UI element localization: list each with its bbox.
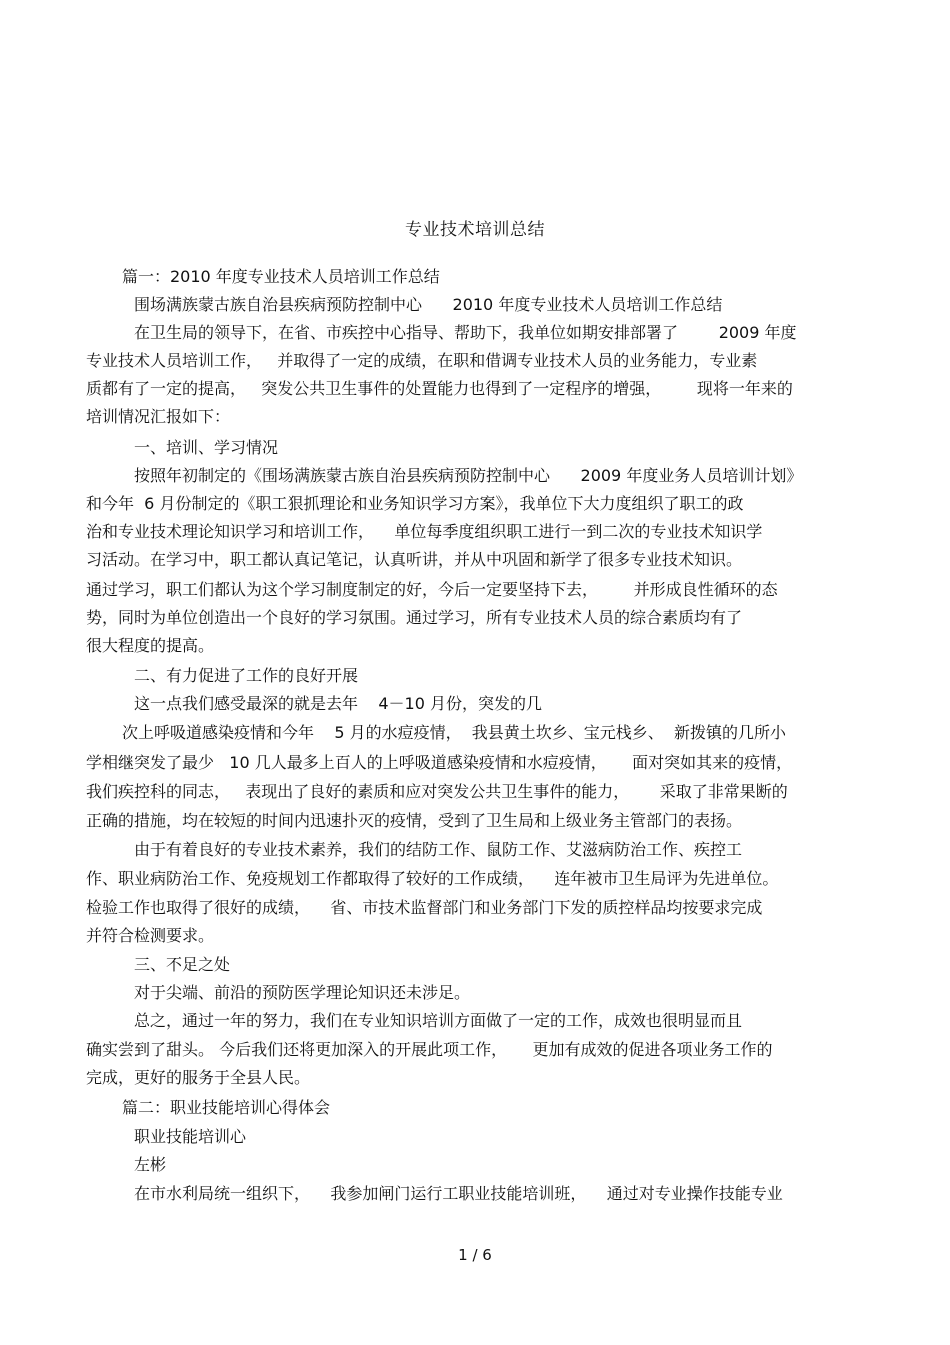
paragraph-line: 并符合检测要求。	[86, 926, 215, 945]
paragraph-line: 由于有着良好的专业技术素养，我们的结防工作、鼠防工作、艾滋病防治工作、疾控工	[134, 840, 743, 859]
paragraph-line: 总之，通过一年的努力，我们在专业知识培训方面做了一定的工作，成效也很明显而且	[134, 1011, 743, 1030]
paragraph-line: 职业技能培训心	[134, 1127, 247, 1146]
paragraph-line: 按照年初制定的《围场满族蒙古族自治县疾病预防控制中心 2009 年度业务人员培训计划》	[134, 466, 803, 485]
paragraph-line: 培训情况汇报如下：	[86, 407, 231, 426]
paragraph-line: 很大程度的提高。	[86, 636, 215, 655]
subheading-3: 三、不足之处	[134, 955, 231, 974]
paragraph-line: 这一点我们感受最深的就是去年 4－10 月份，突发的几	[134, 694, 542, 713]
subheading-1: 一、培训、学习情况	[134, 438, 279, 457]
paragraph-line: 通过学习，职工们都认为这个学习制度制定的好，今后一定要坚持下去， 并形成良性循环的态	[86, 580, 778, 599]
paragraph-line: 作、职业病防治工作、免疫规划工作都取得了较好的工作成绩， 连年被市卫生局评为先进单位。	[86, 869, 779, 888]
paragraph-line: 围场满族蒙古族自治县疾病预防控制中心 2010 年度专业技术人员培训工作总结	[134, 295, 723, 314]
paragraph-line: 确实尝到了甜头。 今后我们还将更加深入的开展此项工作， 更加有成效的促进各项业务工作的	[86, 1040, 773, 1059]
document-title: 专业技术培训总结	[405, 220, 545, 240]
subheading-2: 二、有力促进了工作的良好开展	[134, 666, 359, 685]
paragraph-line: 正确的措施，均在较短的时间内迅速扑灭的疫情，受到了卫生局和上级业务主管部门的表扬。	[86, 811, 743, 830]
section-heading-1: 篇一：2010 年度专业技术人员培训工作总结	[122, 267, 440, 286]
paragraph-line: 检验工作也取得了很好的成绩， 省、市技术监督部门和业务部门下发的质控样品均按要求完成	[86, 898, 763, 917]
paragraph-line: 完成，更好的服务于全县人民。	[86, 1068, 311, 1087]
paragraph-line: 我们疾控科的同志， 表现出了良好的素质和应对突发公共卫生事件的能力， 采取了非常果断的	[86, 782, 788, 801]
paragraph-line: 在卫生局的领导下，在省、市疾控中心指导、帮助下，我单位如期安排部署了 2009 年度	[134, 323, 797, 342]
paragraph-line: 和今年 6 月份制定的《职工狠抓理论和业务知识学习方案》，我单位下大力度组织了职工的政	[86, 494, 744, 513]
paragraph-line: 在市水利局统一组织下， 我参加闸门运行工职业技能培训班， 通过对专业操作技能专业	[134, 1184, 783, 1203]
paragraph-line: 次上呼吸道感染疫情和今年 5 月的水痘疫情， 我县黄土坎乡、宝元栈乡、 新拨镇的几所小	[122, 723, 786, 742]
paragraph-line: 治和专业技术理论知识学习和培训工作， 单位每季度组织职工进行一到二次的专业技术知识学	[86, 522, 763, 541]
author-name: 左彬	[134, 1155, 167, 1174]
page-number: 1 / 6	[458, 1246, 492, 1264]
paragraph-line: 势，同时为单位创造出一个良好的学习氛围。通过学习，所有专业技术人员的综合素质均有了	[86, 608, 743, 627]
section-heading-2: 篇二：职业技能培训心得体会	[122, 1098, 331, 1117]
paragraph-line: 专业技术人员培训工作， 并取得了一定的成绩，在职和借调专业技术人员的业务能力，专业素	[86, 351, 758, 370]
paragraph-line: 质都有了一定的提高， 突发公共卫生事件的处置能力也得到了一定程序的增强， 现将一年来的	[86, 379, 793, 398]
paragraph-line: 对于尖端、前沿的预防医学理论知识还未涉足。	[134, 983, 471, 1002]
paragraph-line: 学相继突发了最少 10 几人最多上百人的上呼吸道感染疫情和水痘疫情， 面对突如其来的疫情，	[86, 753, 793, 772]
paragraph-line: 习活动。在学习中，职工都认真记笔记，认真听讲，并从中巩固和新学了很多专业技术知识。	[86, 550, 743, 569]
